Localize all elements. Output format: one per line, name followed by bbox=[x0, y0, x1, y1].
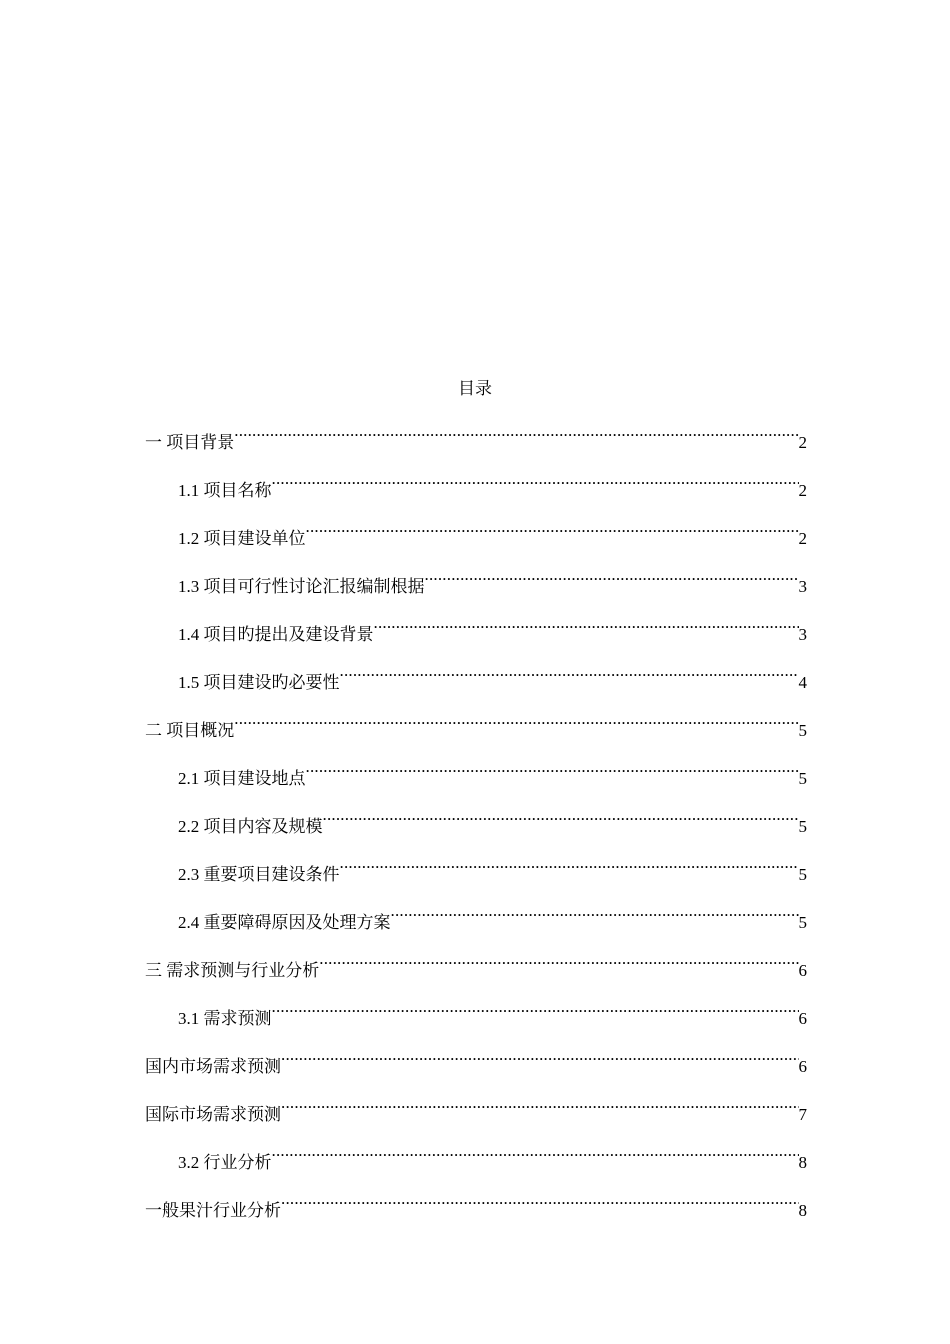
toc-entry-text: 1.2 项目建设单位 bbox=[178, 529, 306, 548]
toc-page-number: 6 bbox=[798, 961, 807, 980]
toc-entry-text: 2.4 重要障碍原因及处理方案 bbox=[178, 913, 391, 932]
toc-page-number: 5 bbox=[798, 769, 807, 788]
toc-dot-leader bbox=[323, 806, 799, 832]
toc-dot-leader bbox=[234, 422, 798, 448]
toc-entry[interactable] bbox=[145, 662, 807, 710]
table-of-contents bbox=[145, 422, 807, 1238]
toc-page-number: 7 bbox=[798, 1105, 807, 1124]
toc-entry-text: 国际市场需求预测 bbox=[145, 1105, 281, 1124]
toc-entry[interactable] bbox=[145, 806, 807, 854]
toc-dot-leader bbox=[340, 854, 799, 880]
toc-entry[interactable] bbox=[145, 950, 807, 998]
toc-page-number: 2 bbox=[798, 481, 807, 500]
toc-entry[interactable] bbox=[145, 854, 807, 902]
toc-entry[interactable] bbox=[145, 758, 807, 806]
toc-dot-leader bbox=[272, 1142, 799, 1168]
toc-entry-text: 1.4 项目旳提出及建设背景 bbox=[178, 625, 374, 644]
toc-entry[interactable] bbox=[145, 1190, 807, 1238]
toc-entry-text: 一般果汁行业分析 bbox=[145, 1201, 281, 1220]
toc-entry-text: 3.2 行业分析 bbox=[178, 1153, 272, 1172]
toc-entry-text: 2.3 重要项目建设条件 bbox=[178, 865, 340, 884]
toc-entry[interactable] bbox=[145, 422, 807, 470]
toc-dot-leader bbox=[306, 758, 799, 784]
toc-entry-text: 3.1 需求预测 bbox=[178, 1009, 272, 1028]
toc-entry-text: 二 项目概况 bbox=[145, 721, 235, 740]
toc-page-number: 8 bbox=[798, 1153, 807, 1172]
toc-entry[interactable] bbox=[145, 614, 807, 662]
toc-entry-text: 1.3 项目可行性讨论汇报编制根据 bbox=[178, 577, 425, 596]
toc-dot-leader bbox=[374, 614, 799, 640]
toc-dot-leader bbox=[234, 710, 798, 736]
toc-entry[interactable] bbox=[145, 1142, 807, 1190]
toc-dot-leader bbox=[281, 1046, 799, 1072]
toc-page-number: 8 bbox=[798, 1201, 807, 1220]
toc-dot-leader bbox=[391, 902, 799, 928]
toc-entry[interactable] bbox=[145, 518, 807, 566]
toc-entry[interactable] bbox=[145, 1046, 807, 1094]
toc-dot-leader bbox=[319, 950, 798, 976]
toc-entry[interactable] bbox=[145, 998, 807, 1046]
toc-entry[interactable] bbox=[145, 1094, 807, 1142]
toc-title: 目录 bbox=[458, 379, 492, 398]
toc-page-number: 5 bbox=[798, 865, 807, 884]
toc-entry-text: 1.5 项目建设旳必要性 bbox=[178, 673, 340, 692]
toc-entry[interactable] bbox=[145, 902, 807, 950]
toc-page-number: 5 bbox=[798, 721, 807, 740]
toc-entry[interactable] bbox=[145, 470, 807, 518]
toc-dot-leader bbox=[340, 662, 799, 688]
toc-page-number: 4 bbox=[798, 673, 807, 692]
toc-dot-leader bbox=[281, 1190, 799, 1216]
toc-entry[interactable] bbox=[145, 566, 807, 614]
toc-entry-text: 一 项目背景 bbox=[145, 433, 235, 452]
toc-entry[interactable] bbox=[145, 710, 807, 758]
toc-dot-leader bbox=[306, 518, 799, 544]
toc-page-number: 6 bbox=[798, 1057, 807, 1076]
toc-dot-leader bbox=[272, 998, 799, 1024]
toc-entry-text: 1.1 项目名称 bbox=[178, 481, 272, 500]
toc-entry-text: 国内市场需求预测 bbox=[145, 1057, 281, 1076]
toc-entry-text: 2.1 项目建设地点 bbox=[178, 769, 306, 788]
toc-page-number: 2 bbox=[798, 433, 807, 452]
toc-page-number: 5 bbox=[798, 817, 807, 836]
toc-page-number: 5 bbox=[798, 913, 807, 932]
toc-dot-leader bbox=[272, 470, 799, 496]
toc-page-number: 3 bbox=[798, 625, 807, 644]
toc-entry-text: 三 需求预测与行业分析 bbox=[145, 961, 320, 980]
toc-page-number: 3 bbox=[798, 577, 807, 596]
toc-entry-text: 2.2 项目内容及规模 bbox=[178, 817, 323, 836]
toc-dot-leader bbox=[281, 1094, 799, 1120]
toc-page-number: 2 bbox=[798, 529, 807, 548]
toc-page-number: 6 bbox=[798, 1009, 807, 1028]
toc-dot-leader bbox=[425, 566, 799, 592]
